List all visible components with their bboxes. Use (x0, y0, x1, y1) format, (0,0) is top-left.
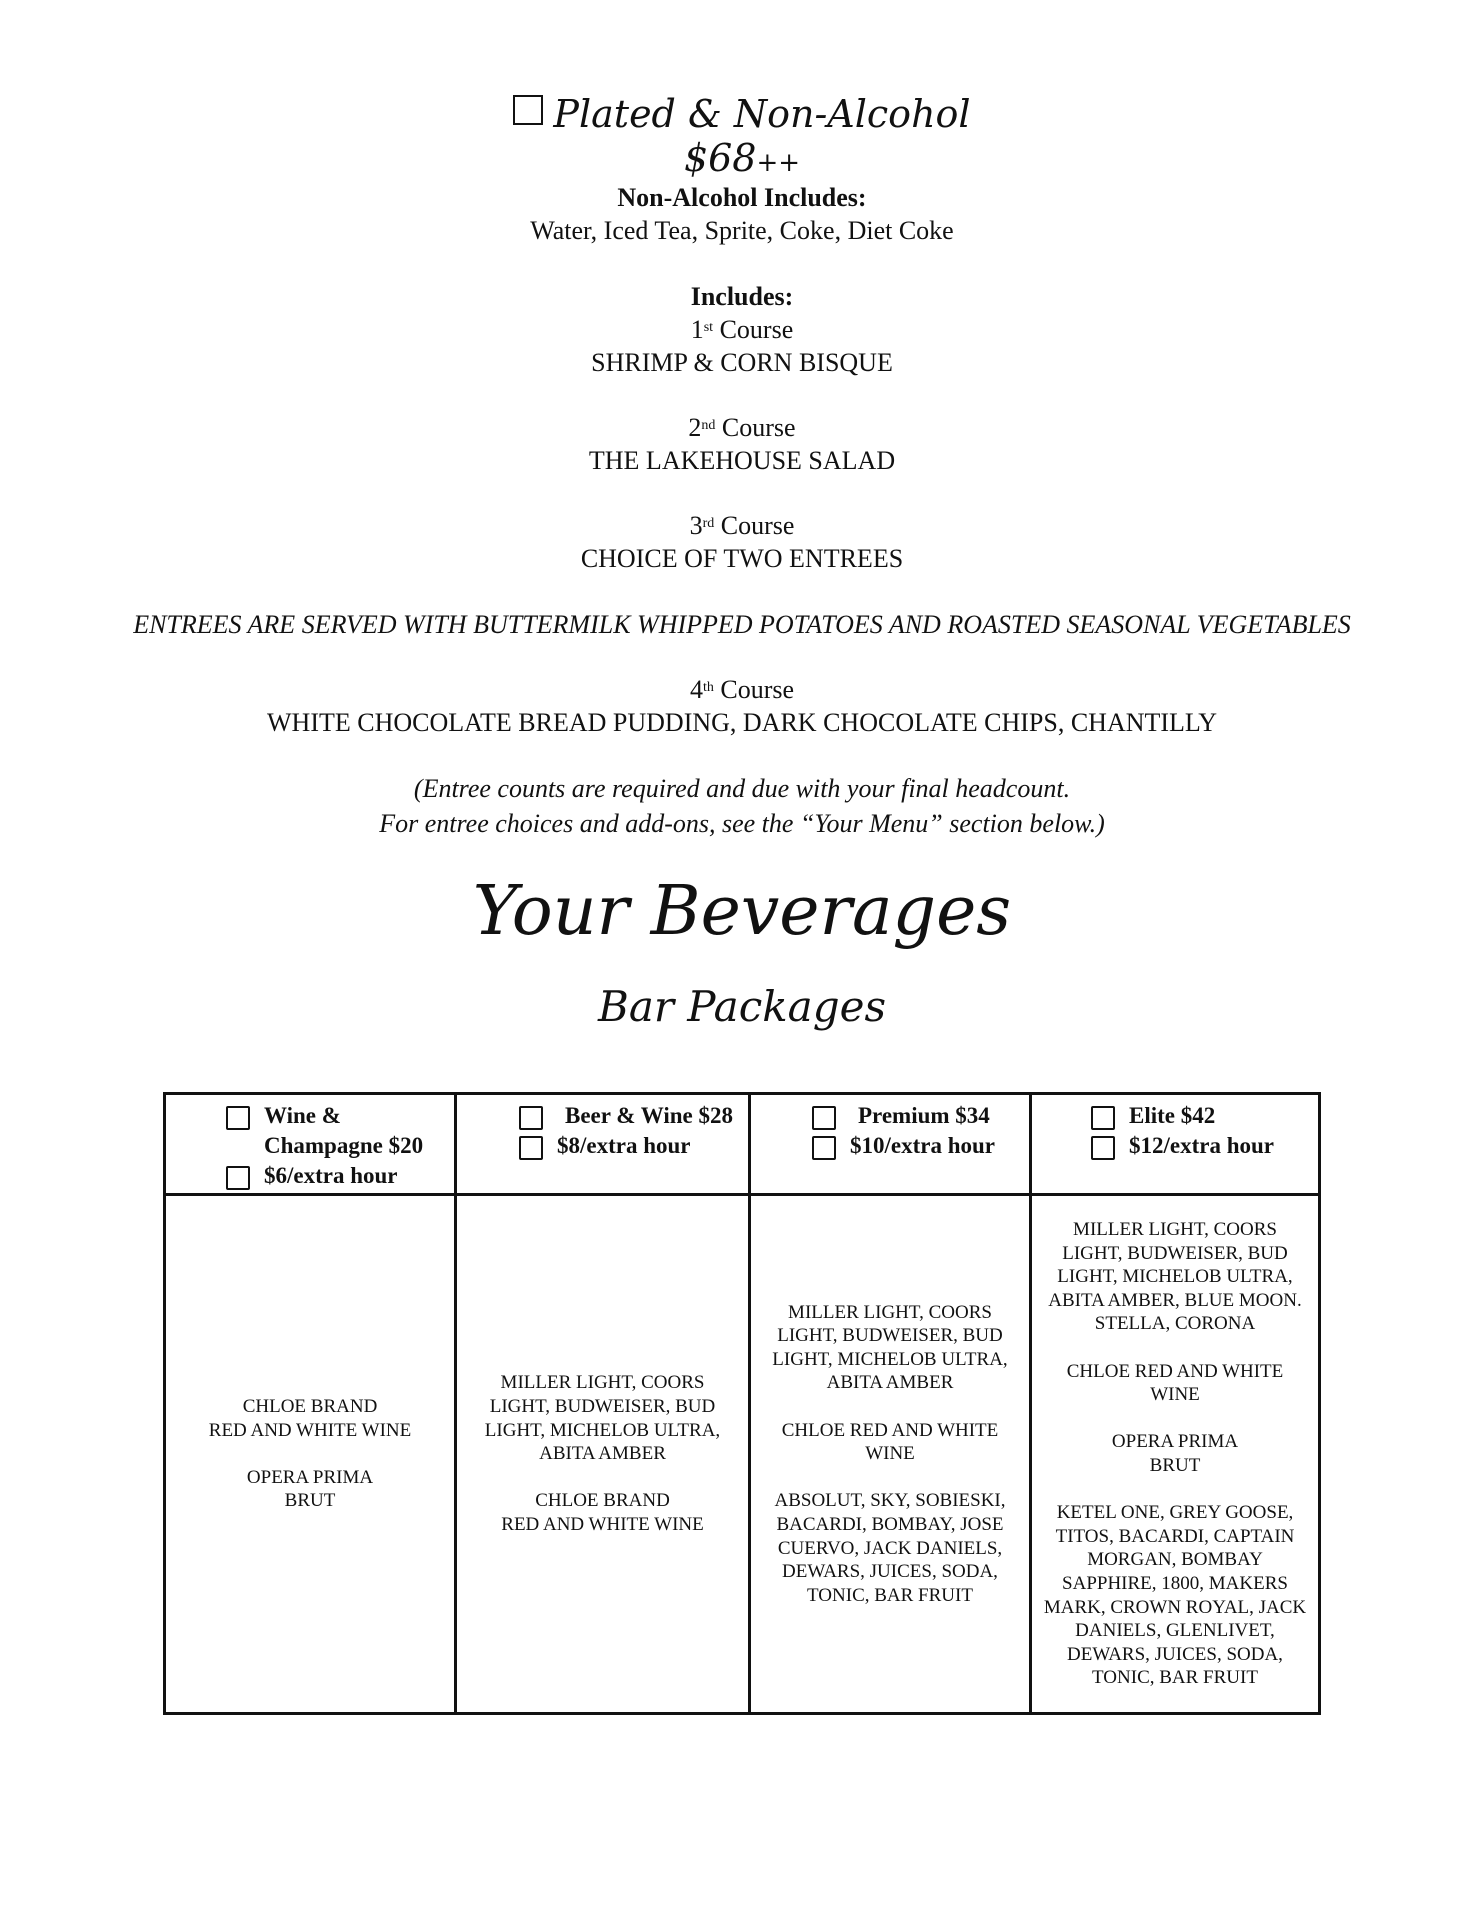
bar-item-line: OPERA PRIMA (1111, 1431, 1239, 1453)
bar-item-line: WINE (865, 1443, 915, 1465)
bar-item-line: DANIELS, GLENLIVET, (1075, 1620, 1275, 1642)
beverages-heading: Your Beverages (472, 872, 1012, 951)
wine-champagne-contents (165, 1195, 456, 1714)
bar-header-premium (750, 1094, 1031, 1195)
bar-item-line: DEWARS, JUICES, SODA, (782, 1561, 998, 1583)
bar-item-line: MORGAN, BOMBAY (1087, 1549, 1263, 1571)
premium-extra: $10/extra hour (850, 1133, 996, 1158)
package-price (0, 136, 1484, 180)
line-spacer (1033, 1407, 1317, 1431)
course-3-label (0, 509, 1484, 542)
bar-item-line: CHLOE BRAND (535, 1490, 670, 1512)
course-3-sup: rd (702, 516, 715, 531)
bar-item-line: BRUT (1149, 1455, 1201, 1476)
course-3-name: CHOICE OF TWO ENTREES (580, 544, 904, 573)
bar-item-line: OPERA PRIMA (246, 1466, 374, 1488)
bar-packages-heading: Bar Packages (597, 982, 887, 1031)
bar-item-line: TONIC, BAR FRUIT (807, 1584, 973, 1606)
bar-item-line: LIGHT, MICHELOB ULTRA, (484, 1419, 721, 1441)
beer-wine-option (457, 1101, 748, 1131)
line-spacer (167, 1442, 453, 1466)
line-spacer (1033, 1478, 1317, 1502)
bar-item-line: ABITA AMBER, BLUE MOON. (1048, 1289, 1302, 1311)
bar-item-line: RED AND WHITE WINE (208, 1419, 412, 1441)
package-checkbox[interactable] (513, 95, 543, 125)
course-1-label (0, 313, 1484, 346)
bar-item-line: CUERVO, JACK DANIELS, (777, 1537, 1003, 1559)
course-4-num: 4 (689, 675, 703, 704)
package-price-value: $68 (683, 136, 757, 180)
wine-champagne-checkbox[interactable] (226, 1106, 250, 1130)
elite-option (1032, 1101, 1318, 1131)
beer-wine-title: Beer & Wine $28 (565, 1103, 734, 1128)
package-title-text: Plated & Non-Alcohol (553, 92, 971, 136)
wine-champagne-extra-checkbox[interactable] (226, 1166, 250, 1190)
bar-item-line: BRUT (284, 1490, 336, 1512)
beer-wine-checkbox[interactable] (519, 1106, 543, 1130)
elite-extra-option (1032, 1131, 1318, 1161)
bar-item-line: CHLOE RED AND WHITE (1066, 1360, 1284, 1382)
bar-item-line: MILLER LIGHT, COORS (1073, 1219, 1277, 1241)
course-4-word: Course (720, 675, 795, 704)
beer-wine-extra: $8/extra hour (557, 1133, 691, 1158)
bar-item-line: LIGHT, BUDWEISER, BUD (777, 1325, 1003, 1347)
course-4-name: WHITE CHOCOLATE BREAD PUDDING, DARK CHOCOLATE CHIPS, CHANTILLY (267, 708, 1217, 737)
beer-wine-extra-checkbox[interactable] (519, 1136, 543, 1160)
elite-title: Elite $42 (1129, 1103, 1216, 1128)
bar-item-line: BACARDI, BOMBAY, JOSE (776, 1513, 1004, 1535)
bar-item-line: LIGHT, BUDWEISER, BUD (1062, 1242, 1288, 1264)
bar-item-line: CHLOE RED AND WHITE (781, 1419, 999, 1441)
wine-champagne-title: Wine & Champagne $20 (264, 1103, 424, 1158)
premium-extra-option (751, 1131, 1029, 1161)
bar-item-line: LIGHT, MICHELOB ULTRA, (772, 1348, 1008, 1370)
includes-heading: Includes: (690, 282, 794, 311)
line-spacer (752, 1395, 1028, 1419)
bar-header-row (165, 1094, 1320, 1195)
elite-checkbox[interactable] (1091, 1106, 1115, 1130)
bar-item-line: ABITA AMBER (826, 1372, 954, 1394)
bar-item-line: MARK, CROWN ROYAL, JACK (1043, 1596, 1307, 1618)
bar-header-beer-wine (456, 1094, 750, 1195)
bar-item-line: LIGHT, BUDWEISER, BUD (489, 1396, 716, 1418)
bar-item-line: LIGHT, MICHELOB ULTRA, (1057, 1266, 1293, 1288)
elite-extra: $12/extra hour (1129, 1133, 1275, 1158)
bar-item-line: MILLER LIGHT, COORS (788, 1301, 992, 1323)
elite-extra-checkbox[interactable] (1091, 1136, 1115, 1160)
bar-item-line: KETEL ONE, GREY GOOSE, (1056, 1502, 1294, 1524)
course-1-sup: st (703, 320, 714, 335)
beer-wine-contents (456, 1195, 750, 1714)
course-4-label (0, 673, 1484, 706)
premium-checkbox[interactable] (812, 1106, 836, 1130)
bar-item-line: SAPPHIRE, 1800, MAKERS (1062, 1572, 1288, 1594)
course-2-label (0, 411, 1484, 444)
bar-item-line: WINE (1150, 1384, 1200, 1406)
wine-champagne-extra: $6/extra hour (264, 1163, 398, 1188)
premium-extra-checkbox[interactable] (812, 1136, 836, 1160)
elite-contents (1031, 1195, 1320, 1714)
bar-item-line: MILLER LIGHT, COORS (500, 1372, 705, 1394)
entree-note: ENTREES ARE SERVED WITH BUTTERMILK WHIPPED POTATOES AND ROASTED SEASONAL VEGETABLES (133, 610, 1351, 639)
bar-header-wine-champagne (165, 1094, 456, 1195)
course-3-num: 3 (689, 511, 703, 540)
bar-item-line: RED AND WHITE WINE (501, 1513, 704, 1535)
bar-body-row (165, 1195, 1320, 1714)
course-2-sup: nd (701, 418, 716, 433)
line-spacer (752, 1466, 1028, 1490)
bar-packages-table (163, 1092, 1321, 1715)
course-2-num: 2 (688, 413, 702, 442)
nonalc-items: Water, Iced Tea, Sprite, Coke, Diet Coke (530, 216, 954, 245)
bar-item-line: ABSOLUT, SKY, SOBIESKI, (774, 1490, 1006, 1512)
bar-item-line: TONIC, BAR FRUIT (1092, 1667, 1258, 1689)
bar-item-line: STELLA, CORONA (1094, 1313, 1256, 1335)
premium-option (751, 1101, 1029, 1131)
premium-title: Premium $34 (858, 1103, 990, 1128)
nonalc-heading: Non-Alcohol Includes: (617, 183, 867, 212)
course-1-name: SHRIMP & CORN BISQUE (591, 348, 893, 377)
bar-header-elite (1031, 1094, 1320, 1195)
line-spacer (458, 1466, 747, 1490)
course-2-name: THE LAKEHOUSE SALAD (588, 446, 896, 475)
wine-champagne-option (166, 1101, 454, 1161)
course-2-word: Course (721, 413, 796, 442)
course-4-sup: th (702, 680, 714, 695)
beer-wine-extra-option (457, 1131, 748, 1161)
course-1-word: Course (719, 315, 794, 344)
course-1-num: 1 (690, 315, 704, 344)
course-3-word: Course (720, 511, 795, 540)
wine-champagne-extra-option (166, 1161, 454, 1191)
bar-item-line: CHLOE BRAND (242, 1396, 378, 1418)
bar-item-line: ABITA AMBER (539, 1443, 666, 1465)
bar-item-line: DEWARS, JUICES, SODA, (1067, 1643, 1283, 1665)
footnote-line-2: For entree choices and add-ons, see the “Your Menu” section below.) (379, 809, 1105, 838)
footnote-line-1: (Entree counts are required and due with your final headcount. (413, 774, 1071, 803)
package-title (0, 92, 1484, 136)
bar-item-line: TITOS, BACARDI, CAPTAIN (1055, 1525, 1295, 1547)
package-price-suffix: ++ (756, 148, 801, 178)
premium-contents (750, 1195, 1031, 1714)
line-spacer (1033, 1336, 1317, 1360)
